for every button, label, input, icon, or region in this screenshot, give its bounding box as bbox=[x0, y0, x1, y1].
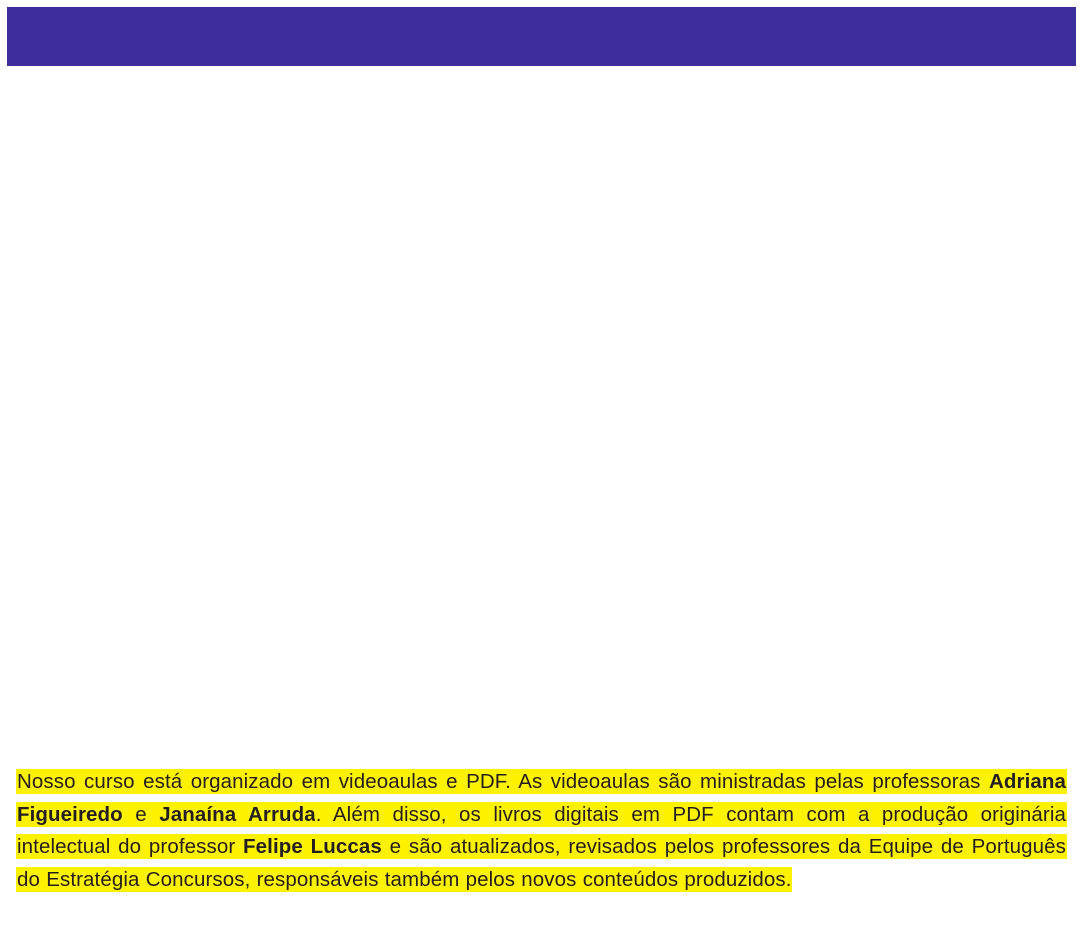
highlighted-paragraph-block bbox=[17, 766, 1066, 896]
paragraph-segment-teacher-2: Janaína Arruda bbox=[159, 802, 316, 826]
paragraph-segment-teacher-3: Felipe Luccas bbox=[243, 835, 382, 858]
paragraph-segment-4: e são atualizados, revisados pelos professores da Equipe de Português do Estratégia Concursos, responsáveis também pelos novos conteúdos produzidos. bbox=[17, 835, 1066, 891]
paragraph-segment-teacher-1: Adriana Figueiredo bbox=[17, 770, 1066, 826]
paragraph-text bbox=[17, 766, 1066, 896]
paragraph-segment-1: Nosso curso está organizado em videoaulas e PDF. As videoaulas são ministradas pelas professoras bbox=[17, 770, 989, 793]
paragraph-segment-3: . Além disso, os livros digitais em PDF contam com a produção originária intelectual do professor bbox=[17, 802, 1066, 858]
paragraph-segment-2: e bbox=[122, 802, 160, 826]
top-banner bbox=[7, 7, 1076, 66]
